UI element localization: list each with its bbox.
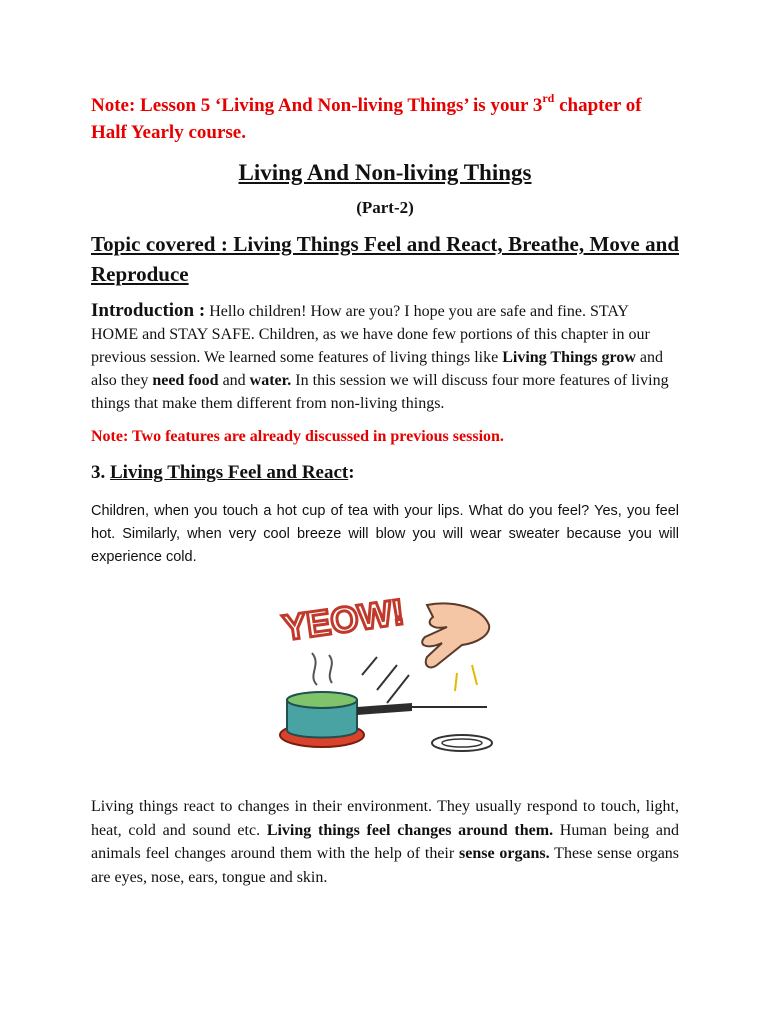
yeow-text: YEOW! [280,595,407,649]
second-burner-inner [442,739,482,747]
intro-label: Introduction : [91,300,206,321]
react-paragraph: Living things react to changes in their environment. They usually respond to touch, light, heat, cold and sound etc. Living things feel changes around them. Human being and animals feel changes around them with the help of their sense organs. These sense organs are eyes, nose, ears, tongue and skin. [91,798,680,886]
feel-paragraph: Children, when you touch a hot cup of tea with your lips. What do you feel? Yes, you feel hot. Similarly, when very cool breeze will blow you will wear sweater because you will experience cold. [91,503,679,565]
pan-handle [357,703,412,715]
hot-pan-svg [277,595,494,757]
document-page [91,92,679,569]
section-heading: 3. Living Things Feel and React: [91,462,355,483]
react-paragraph-block [91,795,679,889]
pan-contents [287,692,357,708]
motion-lines [362,657,409,703]
second-burner [432,735,492,751]
lesson-note: Note: Lesson 5 ‘Living And Non-living Things’ is your 3rd chapter of Half Yearly course. [91,90,642,143]
page-title: Living And Non-living Things [238,160,532,185]
intro-paragraph: Introduction : Hello children! How are you? I hope you are safe and fine. STAY HOME and STAY SAFE. Children, as we have done few portions of this chapter in our previous session. We learned some features of living things like Living Things grow and also they need food and water. In this session we will discuss four more features of living things that make them different from non-living things. [91,300,669,412]
hand-shape [422,603,489,667]
spark-lines [455,665,477,691]
steam-lines [312,653,332,685]
topic-heading: Topic covered : Living Things Feel and React, Breathe, Move and Reproduce [91,232,679,286]
hot-pan-illustration [277,595,494,757]
features-note: Note: Two features are already discussed in previous session. [91,428,504,445]
part-label: (Part-2) [356,198,414,217]
